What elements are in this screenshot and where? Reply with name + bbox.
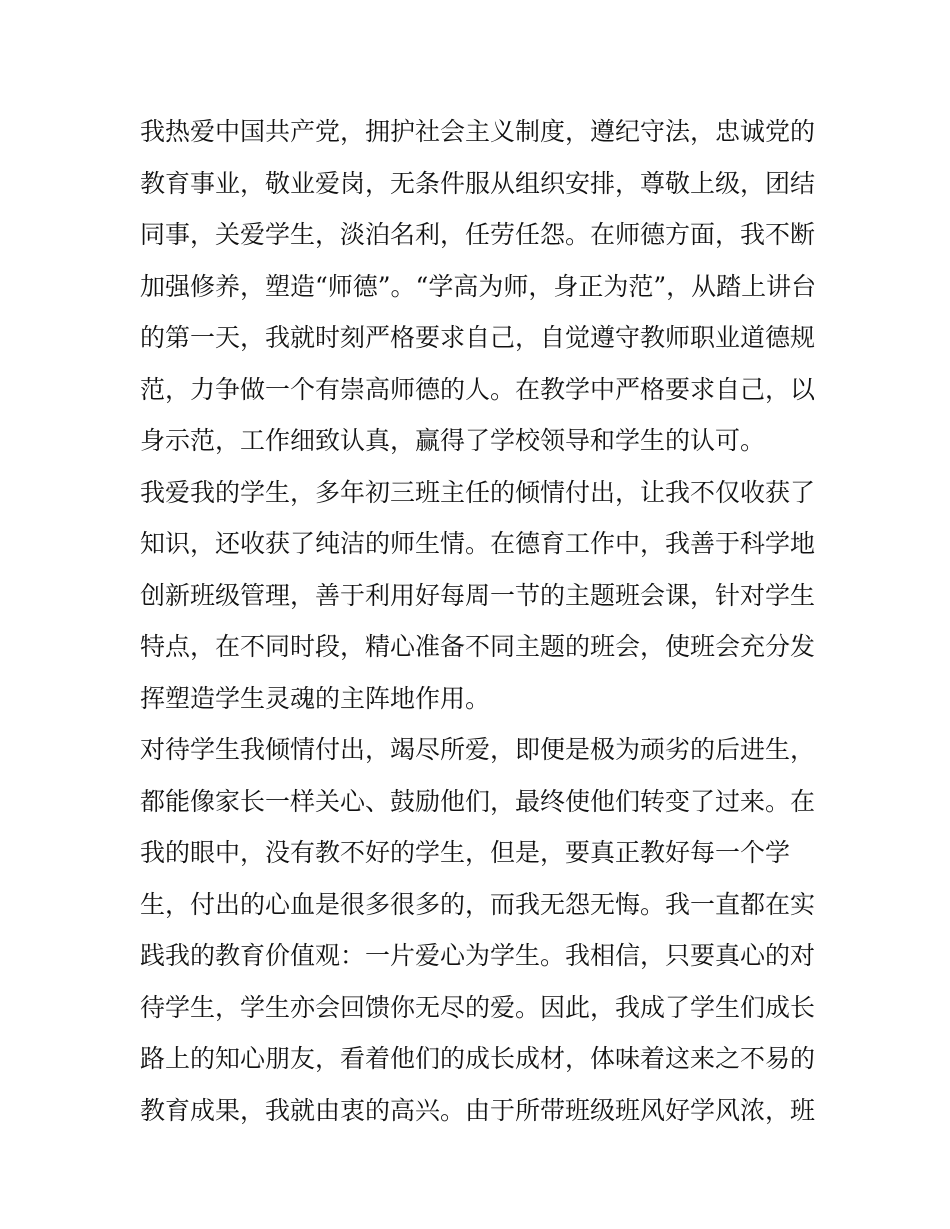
paragraph [140,467,820,725]
text-line: 教育事业，敬业爱岗，无条件服从组织安排，尊敬上级，团结 [140,168,816,198]
text-line: 路上的知心朋友，看着他们的成长成材，体味着这来之不易的 [140,1044,816,1073]
text-line: 都能像家长一样关心、鼓励他们，最终使他们转变了过来。在 [140,786,816,816]
paragraph [140,106,820,467]
text-line: 生，付出的心血是很多很多的，而我无怨无悔。我一直都在实 [140,889,816,919]
text-line: 对待学生我倾情付出，竭尽所爱，即便是极为顽劣的后进生， [140,735,816,764]
text-line: 我的眼中，没有教不好的学生，但是，要真正教好每一个学 [140,838,791,867]
text-line: 身示范，工作细致认真，赢得了学校领导和学生的认可。 [140,426,766,455]
paragraph [140,724,820,1136]
text-line: 创新班级管理，善于利用好每周一节的主题班会课，针对学生 [140,580,816,610]
text-line: 践我的教育价值观：一片爱心为学生。我相信，只要真心的对 [140,941,816,970]
text-line: 待学生，学生亦会回馈你无尽的爱。因此，我成了学生们成长 [140,992,816,1022]
document-body [140,106,820,1136]
text-line: 挥塑造学生灵魂的主阵地作用。 [140,683,491,713]
text-line: 加强修养，塑造“师德”。“学高为师，身正为范”，从踏上讲台 [140,271,817,301]
text-line: 教育成果，我就由衷的高兴。由于所带班级班风好学风浓，班 [140,1095,816,1125]
text-line: 特点，在不同时段，精心准备不同主题的班会，使班会充分发 [140,632,816,661]
text-line: 范，力争做一个有崇高师德的人。在教学中严格要求自己，以 [140,374,816,404]
text-line: 同事，关爱学生，淡泊名利，任劳任怨。在师德方面，我不断 [140,220,816,249]
text-line: 的第一天，我就时刻严格要求自己，自觉遵守教师职业道德规 [140,323,816,352]
text-line: 我爱我的学生，多年初三班主任的倾情付出，让我不仅收获了 [140,477,816,507]
text-line: 知识，还收获了纯洁的师生情。在德育工作中，我善于科学地 [140,529,816,558]
text-line: 我热爱中国共产党，拥护社会主义制度，遵纪守法，忠诚党的 [140,117,816,146]
